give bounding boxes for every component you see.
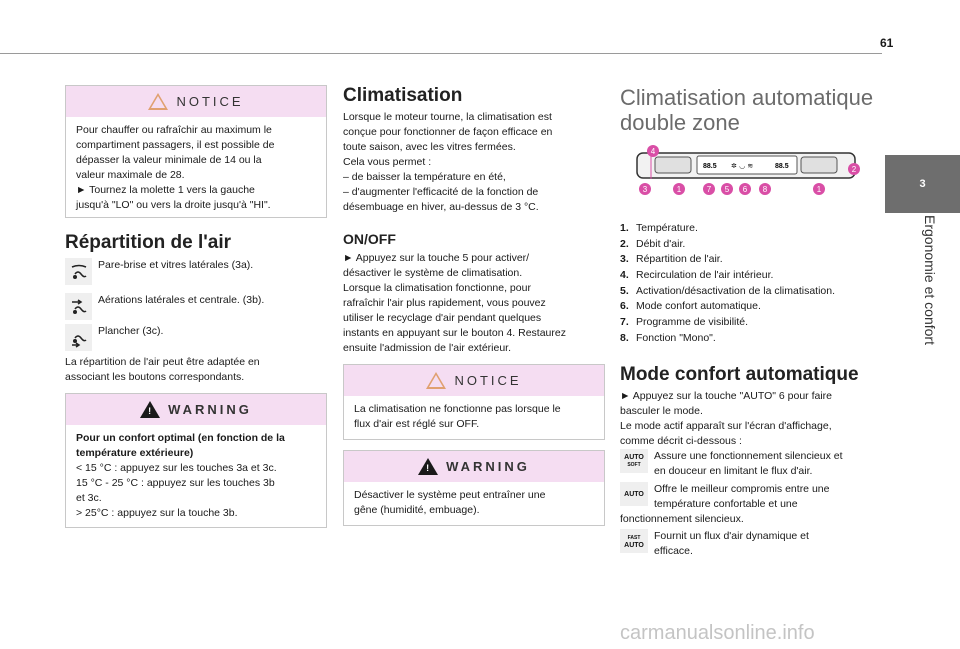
section-title-auto-dual-zone xyxy=(620,85,880,135)
notice-header xyxy=(66,86,326,117)
list-item xyxy=(620,300,835,316)
notice-line: valeur maximale de 28. xyxy=(76,169,185,181)
floor-airflow-icon xyxy=(65,324,92,351)
notice-line: compartiment passagers, il est possible de xyxy=(76,139,275,151)
legend-number: 6. xyxy=(620,300,629,313)
list-item xyxy=(620,285,835,301)
text-line: La répartition de l'air peut être adaptée en xyxy=(65,356,260,368)
warning-body xyxy=(66,425,326,529)
text-line: ► Appuyez sur la touche "AUTO" 6 pour faire xyxy=(620,390,833,402)
repartition-item-vents xyxy=(65,293,264,320)
repartition-note xyxy=(65,355,327,385)
callout-label: 3 xyxy=(642,185,648,194)
fast-auto-icon xyxy=(620,529,648,553)
callout-label: 7 xyxy=(706,185,712,194)
legend-number: 1. xyxy=(620,222,629,234)
text-line: – de baisser la température en été, xyxy=(343,171,506,183)
icon-text: AUTO xyxy=(624,490,644,498)
section-title-mode-confort: Mode confort automatique xyxy=(620,364,859,385)
right-temp-dial xyxy=(801,157,837,173)
text-line: Le mode actif apparaît sur l'écran d'affichage, xyxy=(620,420,832,432)
warning-line: Désactiver le système peut entraîner une xyxy=(354,489,546,501)
text-line: en douceur en limitant le flux d'air. xyxy=(654,465,813,477)
warning-line: gêne (humidité, embuage). xyxy=(354,504,480,516)
icon-text: AUTO xyxy=(624,453,644,461)
legend-text: Mode confort automatique. xyxy=(636,300,761,313)
warning-box-2 xyxy=(343,450,605,526)
text-line: toute saison, avec les vitres fermées. xyxy=(343,141,516,153)
legend-text: Répartition de l'air. xyxy=(636,253,723,266)
warning-filled-icon: ! xyxy=(418,458,438,475)
auto-normal-continuation: fonctionnement silencieux. xyxy=(620,513,744,525)
text-line: Fournit un flux d'air dynamique et xyxy=(654,530,809,542)
list-item xyxy=(620,316,835,332)
legend-list xyxy=(620,222,835,348)
section-title-repartition: Répartition de l'air xyxy=(65,232,232,253)
warning-header xyxy=(66,394,326,425)
display-right-temp: 88.5 xyxy=(775,163,789,170)
repartition-item-label: Plancher (3c). xyxy=(98,325,164,337)
legend-text: Fonction "Mono". xyxy=(636,331,716,344)
legend-text: Débit d'air. xyxy=(636,237,686,250)
warning-filled-icon: ! xyxy=(140,401,160,418)
legend-number: 4. xyxy=(620,269,629,282)
warning-box-1 xyxy=(65,393,327,528)
face-vents-airflow-icon xyxy=(65,293,92,320)
chapter-tab[interactable]: 3 xyxy=(885,155,960,213)
callout-label: 6 xyxy=(742,185,748,194)
icon-text: FAST xyxy=(627,534,641,541)
callout-label: 2 xyxy=(851,165,857,174)
title-line: Climatisation automatique xyxy=(620,85,874,110)
icon-text: AUTO xyxy=(624,541,644,549)
watermark: carmanualsonline.info xyxy=(620,622,815,644)
climatisation-text xyxy=(343,110,605,215)
list-item xyxy=(620,238,835,254)
windscreen-airflow-icon xyxy=(65,258,92,285)
legend-number: 8. xyxy=(620,331,629,344)
text-line: température confortable et une xyxy=(654,498,798,510)
notice-line: La climatisation ne fonctionne pas lorsque le xyxy=(354,403,561,415)
legend-text: Programme de visibilité. xyxy=(636,316,749,329)
notice-line: jusqu'à "LO" ou vers la droite jusqu'à "HI". xyxy=(76,199,271,211)
list-item xyxy=(620,269,835,285)
notice-body xyxy=(66,117,326,221)
icon-text: SOFT xyxy=(627,461,641,468)
warning-header-label: WARNING xyxy=(446,459,530,474)
auto-item-text xyxy=(654,529,809,559)
text-line: ► Appuyez sur la touche 5 pour activer/ xyxy=(343,252,530,264)
callout-label: 4 xyxy=(650,147,656,156)
repartition-item-label: Aérations latérales et centrale. (3b). xyxy=(98,294,265,306)
legend-number: 7. xyxy=(620,316,629,329)
legend-number: 3. xyxy=(620,253,629,266)
fast-auto-item xyxy=(620,529,809,559)
list-item xyxy=(620,253,835,269)
warning-line: et 3c. xyxy=(76,492,102,504)
notice-header xyxy=(344,365,604,396)
text-line: – d'augmenter l'efficacité de la fonction de xyxy=(343,186,539,198)
warning-line: 15 °C - 25 °C : appuyez sur les touches 3b xyxy=(76,477,275,489)
legend-text: Température. xyxy=(636,222,698,234)
text-line: Lorsque la climatisation fonctionne, pour xyxy=(343,282,531,294)
page-number: 61 xyxy=(880,36,894,50)
section-title-climatisation: Climatisation xyxy=(343,85,463,106)
warning-header xyxy=(344,451,604,482)
notice-line: ► Tournez la molette 1 vers la gauche xyxy=(76,184,255,196)
text-line: instants en appuyant sur le bouton 4. Restaurez xyxy=(343,327,566,339)
warning-line: < 15 °C : appuyez sur les touches 3a et 3c. xyxy=(76,462,277,474)
warning-header-label: WARNING xyxy=(168,402,252,417)
auto-item-text xyxy=(654,482,829,512)
notice-header-label: NOTICE xyxy=(454,373,522,388)
warning-bold-line: température extérieure) xyxy=(76,447,194,459)
text-line: Offre le meilleur compromis entre une xyxy=(654,483,830,495)
auto-normal-item xyxy=(620,482,829,512)
text-line: désembuage en hiver, au-dessus de 3 °C. xyxy=(343,201,539,213)
legend-number: 2. xyxy=(620,237,629,250)
onoff-text xyxy=(343,251,605,356)
text-line: désactiver le système de climatisation. xyxy=(343,267,523,279)
mode-text xyxy=(620,389,880,449)
text-line: Cela vous permet : xyxy=(343,156,432,168)
chapter-title: Ergonomie et confort xyxy=(922,215,938,345)
auto-item-text xyxy=(654,449,843,479)
text-line: basculer le mode. xyxy=(620,405,703,417)
callout-label: 5 xyxy=(724,185,730,194)
repartition-item-floor xyxy=(65,324,163,351)
text-line: utiliser le recyclage d'air pendant quelques xyxy=(343,312,542,324)
auto-icon xyxy=(620,482,648,506)
text-line: comme décrit ci-dessous : xyxy=(620,435,742,447)
warning-outline-icon: ! xyxy=(148,93,168,110)
legend-text: Activation/désactivation de la climatisation. xyxy=(636,284,836,297)
notice-line: dépasser la valeur minimale de 14 ou la xyxy=(76,154,262,166)
text-line: associant les boutons correspondants. xyxy=(65,371,245,383)
display-left-temp: 88.5 xyxy=(703,163,717,170)
callout-label: 8 xyxy=(762,185,768,194)
legend-text: Recirculation de l'air intérieur. xyxy=(636,269,774,282)
notice-box-2 xyxy=(343,364,605,440)
section-title-onoff: ON/OFF xyxy=(343,231,396,247)
climate-panel-diagram xyxy=(615,143,865,208)
list-item xyxy=(620,222,835,238)
notice-box-1 xyxy=(65,85,327,218)
legend-number: 5. xyxy=(620,284,629,297)
callout-label: 1 xyxy=(676,185,682,194)
text-line: Lorsque le moteur tourne, la climatisation est xyxy=(343,111,552,123)
callout-label: 1 xyxy=(816,185,822,194)
left-temp-dial xyxy=(655,157,691,173)
notice-header-label: NOTICE xyxy=(176,94,244,109)
text-line: ensuite l'admission de l'air extérieur. xyxy=(343,342,512,354)
list-item xyxy=(620,332,835,348)
warning-outline-icon: ! xyxy=(426,372,446,389)
text-line: efficace. xyxy=(654,545,693,557)
text-line: rafraîchir l'air plus rapidement, vous pouvez xyxy=(343,297,546,309)
display-fan-icon: ✲ ◡ ≋ xyxy=(731,162,754,170)
warning-bold-line: Pour un confort optimal (en fonction de la xyxy=(76,432,285,444)
warning-line: > 25°C : appuyez sur la touche 3b. xyxy=(76,507,238,519)
header-rule xyxy=(0,53,882,54)
climate-panel-svg xyxy=(615,143,865,208)
title-line: double zone xyxy=(620,110,740,135)
text-line: conçue pour fonctionner de façon efficace en xyxy=(343,126,553,138)
notice-line: flux d'air est réglé sur OFF. xyxy=(354,418,480,430)
repartition-item-windscreen xyxy=(65,258,253,285)
repartition-item-label: Pare-brise et vitres latérales (3a). xyxy=(98,259,254,271)
auto-soft-icon xyxy=(620,449,648,473)
notice-body xyxy=(344,396,604,440)
warning-body xyxy=(344,482,604,526)
text-line: Assure une fonctionnement silencieux et xyxy=(654,450,843,462)
notice-line: Pour chauffer ou rafraîchir au maximum le xyxy=(76,124,272,136)
auto-soft-item xyxy=(620,449,843,479)
